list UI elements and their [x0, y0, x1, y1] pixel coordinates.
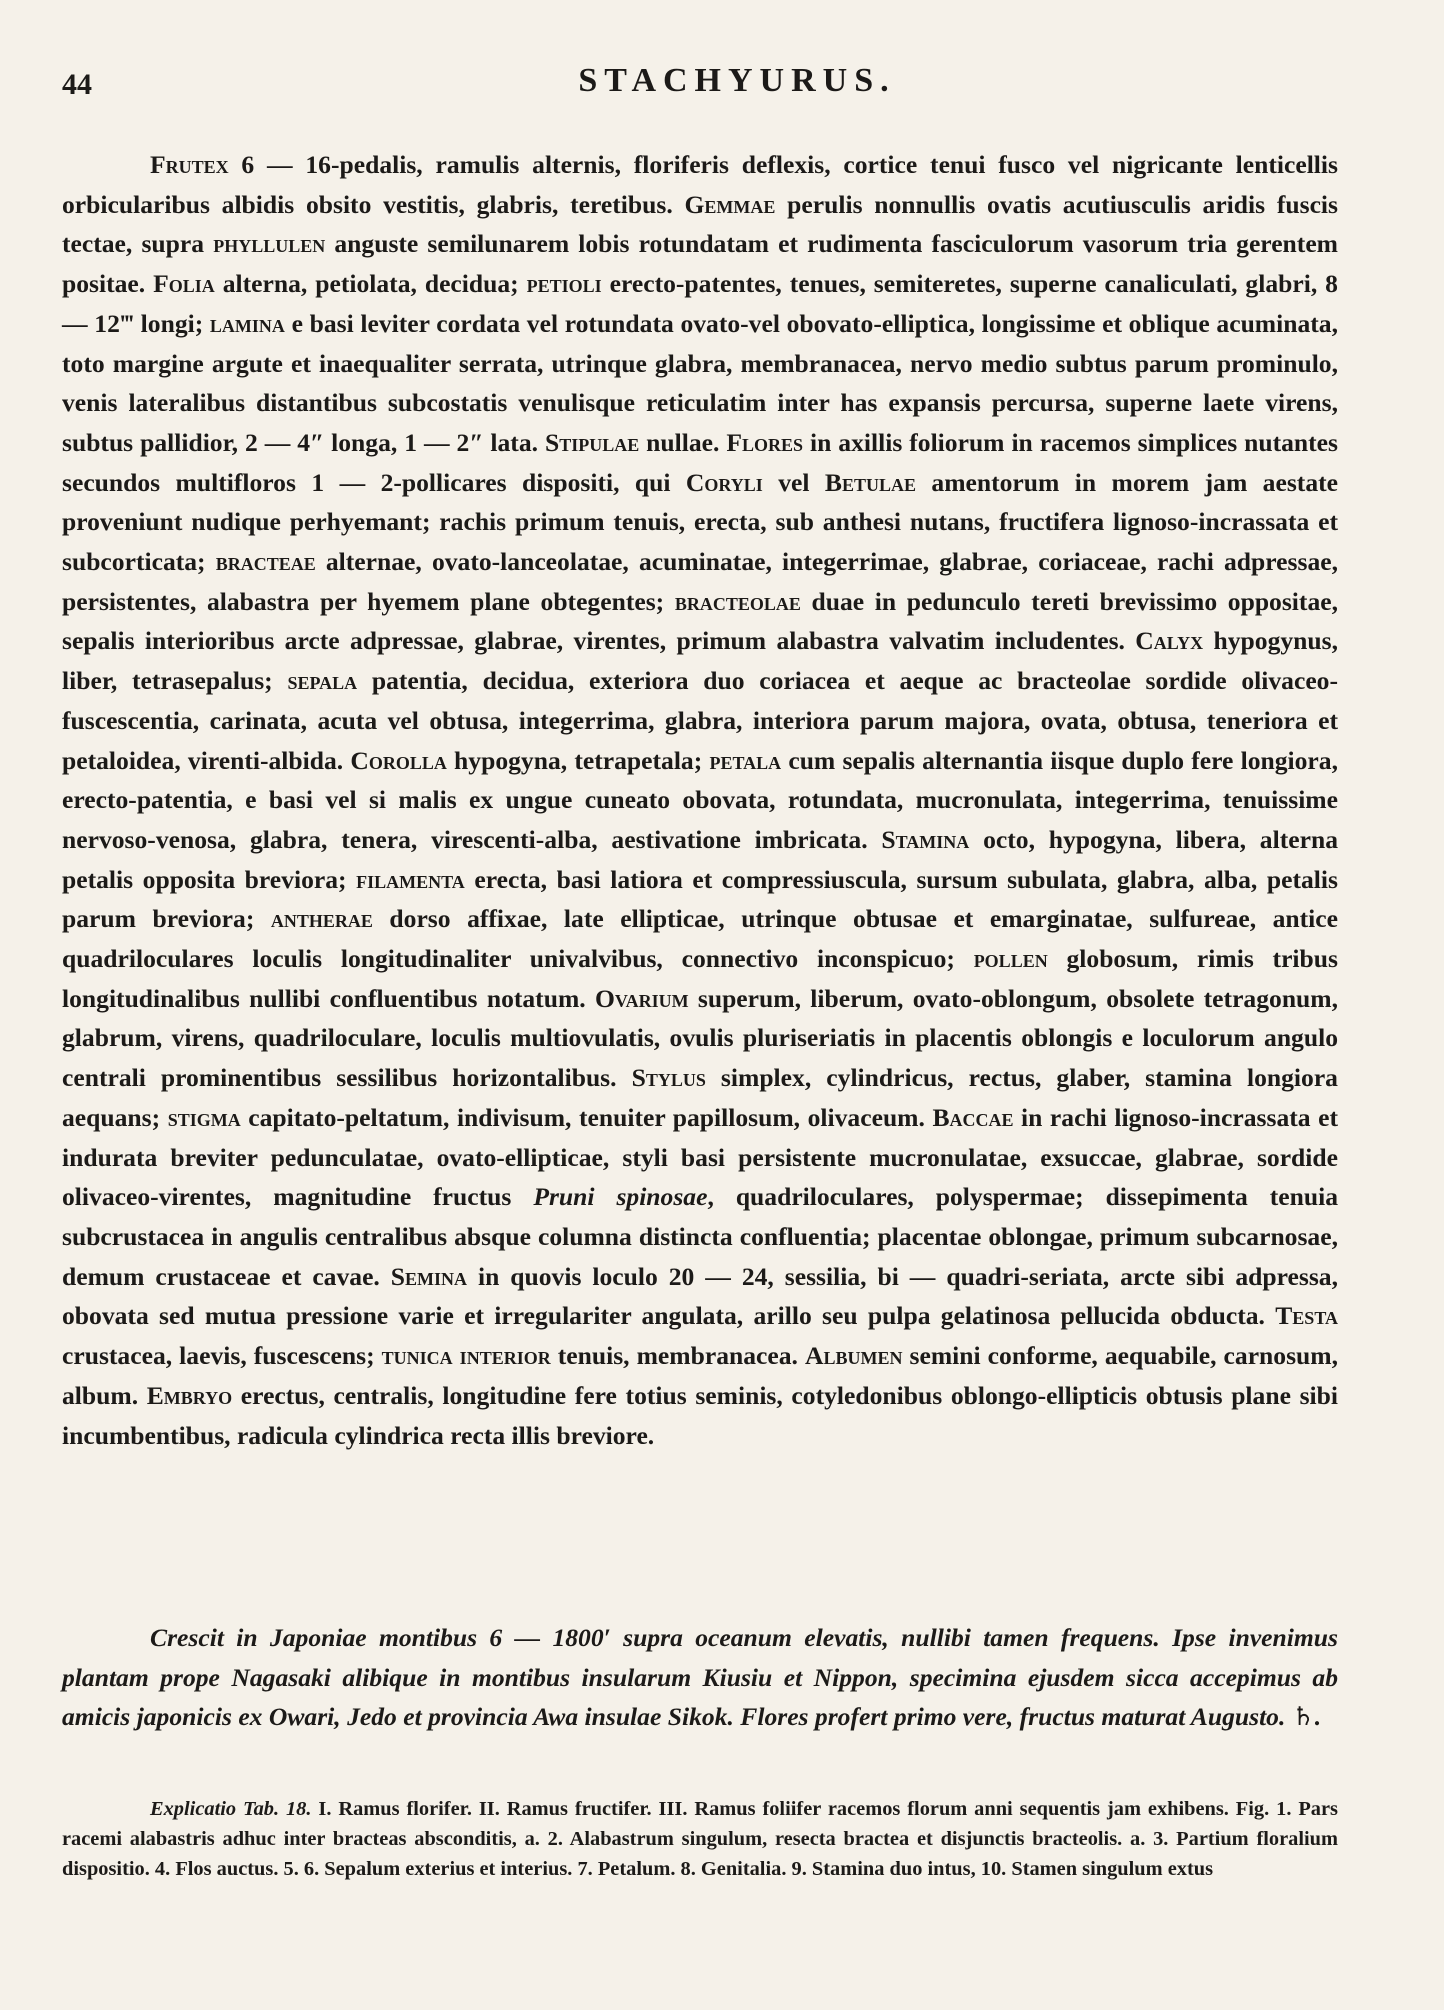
- description-term: sepala: [287, 666, 358, 696]
- page-number: 44: [62, 68, 92, 101]
- description-text: 6 — 16-pedalis, ramulis alternis, floriferis deflexis, cortice tenui fusco vel nigricante lenticellis orbicularibus albidis obsito vestitis, glabris, teretibus.: [62, 150, 1338, 219]
- description-text: anguste semilunarem lobis rotundatam et rudimenta fasciculorum vasorum tria gerentem positae.: [62, 229, 1338, 299]
- description-text: simplex, cylindricus, rectus, glaber, stamina longiora aequans;: [62, 1063, 1338, 1132]
- description-text: vel: [762, 467, 825, 497]
- description-term: stigma: [167, 1102, 241, 1132]
- description-text: hypogyna, tetrapetala;: [446, 745, 710, 775]
- description-text: , quadriloculares, polyspermae; dissepimenta tenuia subcrustacea in angulis centralibus absque columna distincta confluentia; placentae oblongae, primum subcarnosae, demum crustaceae et cavae.: [62, 1182, 1338, 1291]
- description-text: erecta, basi latiora et compressiuscula, sursum subulata, glabra, alba, petalis parum breviora;: [62, 864, 1338, 934]
- description-text: nullae.: [639, 427, 727, 457]
- description-text: amentorum in morem jam aestate proveniunt nudique perhyemant; rachis primum tenuis, erecta, sub anthesi nutans, fructifera lignoso-incrassata et subcorticata;: [62, 467, 1339, 577]
- description-term: Folia: [153, 269, 215, 299]
- running-title: STACHYURUS.: [578, 62, 896, 99]
- description-text: globosum, rimis tribus longitudinalibus nullibi confluentibus notatum.: [62, 944, 1338, 1013]
- description-term: antherae: [270, 904, 373, 934]
- description-term: phyllulen: [213, 229, 326, 259]
- description-term: tunica interior: [381, 1341, 551, 1371]
- description-term: Betulae: [824, 467, 916, 497]
- description-term: filamenta: [356, 864, 465, 894]
- description-term: Calyx: [1135, 626, 1204, 656]
- page-header: [62, 62, 1364, 106]
- description-text: e basi leviter cordata vel rotundata ovato-vel obovato-elliptica, longissime et oblique acuminata, toto margine argute et inaequaliter serrata, utrinque glabra, membranacea, nervo medio subtus parum prominulo, venis lateralibus distantibus subcostatis venulisque reticulatim inter has expansis percursa, superne laete virens, subtus pallidior, 2 — 4″ longa, 1 — 2″ lata.: [62, 308, 1338, 457]
- description-text: hypogynus, liber, tetrasepalus;: [62, 626, 1338, 696]
- description-term: Stylus: [631, 1063, 706, 1093]
- description-text: dorso affixae, late ellipticae, utrinque obtusae et emarginatae, sulfureae, antice quadriloculares loculis longitudinaliter univalvibus, connectivo inconspicuo;: [62, 904, 1339, 974]
- habitat-paragraph: Crescit in Japoniae montibus 6 — 1800′ supra oceanum elevatis, nullibi tamen frequens. Ipse invenimus plantam prope Nagasaki alibique in montibus insularum Kiusiu et Nippon, specimina ejusdem sicca accepimus ab amicis japonicis ex Owari, Jedo et provincia Awa insulae Sikok. Flores profert primo vere, fructus maturat Augusto. ♄.: [62, 1623, 1338, 1731]
- description-term: Testa: [1275, 1301, 1338, 1331]
- description-term: Ovarium: [594, 983, 689, 1013]
- description-term: bracteolae: [674, 586, 801, 616]
- description-text: semini conforme, aequabile, carnosum, album.: [62, 1341, 1338, 1410]
- description-text: erecto-patentes, tenues, semiteretes, superne canaliculati, glabri, 8 — 12‴ longi;: [62, 269, 1338, 338]
- description-term: Coryli: [685, 467, 763, 497]
- description-term: lamina: [209, 308, 285, 338]
- description-text: duae in pedunculo tereti brevissimo oppositae, sepalis interioribus arcte adpressae, glabrae, virentes, primum alabastra valvatim includentes.: [62, 586, 1338, 656]
- description-text: in axillis foliorum in racemos simplices nutantes secundos multifloros 1 — 2-pollicares dispositi, qui: [62, 427, 1338, 497]
- description-text: in rachi lignoso-incrassata et indurata breviter pedunculatae, ovato-ellipticae, styli basi persistente mucronulatae, exsuccae, glabrae, sordide olivaceo-virentes, magnitudine fructus: [62, 1102, 1338, 1212]
- species-description: [62, 145, 1338, 1455]
- plate-explanation: [62, 1794, 1338, 1885]
- plate-explanation-text: I. Ramus florifer. II. Ramus fructifer. III. Ramus foliifer racemos florum anni sequentis jam exhibens. Fig. 1. Pars racemi alabastris adhuc inter bracteas absconditis, a. 2. Alabastrum singulum, resecta bractea et disjunctis bracteolis. a. 3. Partium floralium dispositio. 4. Flos auctus. 5. 6. Sepalum exterius et interius. 7. Petalum. 8. Genitalia. 9. Stamina duo intus, 10. Stamen singulum extus: [62, 1798, 1338, 1881]
- description-term: Stamina: [881, 824, 970, 854]
- description-text: in quovis loculo 20 — 24, sessilia, bi — quadri-seriata, arcte sibi adpressa, obovata sed mutua pressione varie et irregulariter angulata, arillo seu pulpa gelatinosa pellucida obducta.: [62, 1261, 1338, 1331]
- description-text: perulis nonnullis ovatis acutiusculis aridis fuscis tectae, supra: [62, 189, 1338, 259]
- description-term: Stipulae: [544, 427, 640, 457]
- description-term: Gemmae: [684, 189, 776, 219]
- description-text: patentia, decidua, exteriora duo coriacea et aeque ac bracteolae sordide olivaceo-fuscescentia, carinata, acuta vel obtusa, integerrima, glabra, interiora parum majora, ovata, obtusa, teneriora et petaloidea, virenti-albida.: [62, 666, 1338, 775]
- description-term: Corolla: [350, 745, 447, 775]
- description-text: superum, liberum, ovato-oblongum, obsolete tetragonum, glabrum, virens, quadriloculare, loculis multiovulatis, ovulis pluriseriatis in placentis oblongis e loculorum angulo centrali prominentibus sessilibus horizontalibus.: [62, 983, 1339, 1093]
- description-term: petala: [709, 745, 782, 775]
- description-term: Embryo: [146, 1380, 233, 1410]
- plate-explanation-label: Explicatio Tab. 18.: [150, 1798, 312, 1820]
- description-text: octo, hypogyna, libera, alterna petalis opposita breviora;: [62, 824, 1338, 894]
- description-text: alternae, ovato-lanceolatae, acuminatae, integerrimae, glabrae, coriaceae, rachi adpressae, persistentes, alabastra per hyemem plane obtegentes;: [62, 547, 1339, 616]
- description-text: capitato-peltatum, indivisum, tenuiter papillosum, olivaceum.: [240, 1102, 933, 1132]
- description-text: cum sepalis alternantia iisque duplo fere longiora, erecto-patentia, e basi vel si malis ex ungue cuneato obovata, rotundata, mucronulata, integerrima, tenuissime nervoso-venosa, glabra, tenera, virescenti-alba, aestivatione imbricata.: [62, 745, 1338, 854]
- description-text: erectus, centralis, longitudine fere totius seminis, cotyledonibus oblongo-ellipticis obtusis plane sibi incumbentibus, radicula cylindrica recta illis breviore.: [62, 1380, 1338, 1450]
- description-italic: Pruni spinosae: [533, 1182, 708, 1212]
- description-term: pollen: [973, 944, 1048, 974]
- description-term: Semina: [390, 1261, 468, 1291]
- description-term: Baccae: [932, 1102, 1014, 1132]
- description-term: Frutex: [150, 150, 229, 179]
- description-text: tenuis, membranacea.: [550, 1341, 805, 1371]
- description-text: crustacea, laevis, fuscescens;: [62, 1341, 382, 1371]
- description-term: Flores: [726, 427, 804, 457]
- description-term: petioli: [526, 269, 602, 299]
- description-term: bracteae: [215, 547, 316, 577]
- description-term: Albumen: [805, 1341, 903, 1371]
- description-text: alterna, petiolata, decidua;: [214, 269, 527, 299]
